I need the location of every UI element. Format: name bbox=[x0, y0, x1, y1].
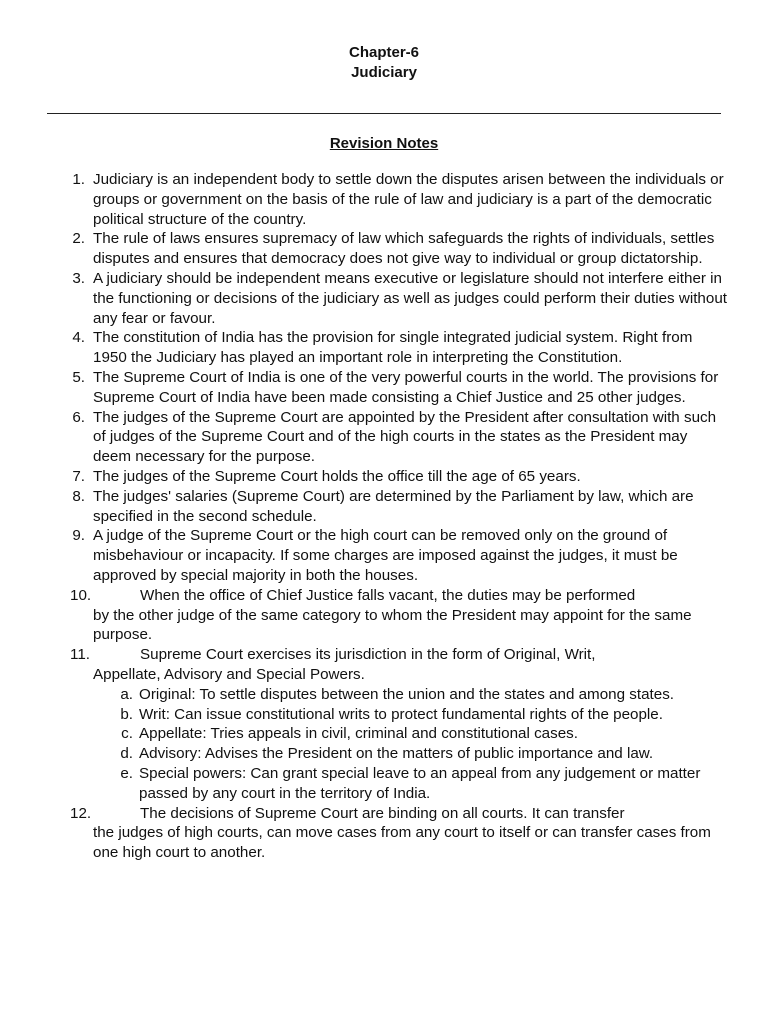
note-text: Judiciary is an independent body to settle down the disputes arisen between the individuals or groups or government on the basis of the rule of law and judiciary is a part of the democratic political structure of the country. bbox=[93, 171, 724, 228]
sub-note-letter: e. bbox=[120, 764, 133, 782]
sub-note-item bbox=[0, 744, 768, 764]
chapter-header bbox=[0, 43, 768, 83]
note-item bbox=[0, 328, 768, 368]
sub-note-item bbox=[0, 685, 768, 705]
sub-note-text: Advisory: Advises the President on the matters of public importance and law. bbox=[139, 745, 654, 763]
note-number: 11. bbox=[70, 646, 90, 664]
sub-note-text: Writ: Can issue constitutional writs to protect fundamental rights of the people. bbox=[139, 705, 663, 723]
sub-note-letter: d. bbox=[120, 745, 133, 763]
header-divider bbox=[47, 113, 721, 114]
note-text: The Supreme Court of India is one of the very powerful courts in the world. The provisions for Supreme Court of India have been made consisting a Chief Justice and 25 other judges. bbox=[93, 368, 719, 406]
note-number: 2. bbox=[72, 230, 85, 248]
note-text: Appellate, Advisory and Special Powers. bbox=[93, 665, 365, 683]
chapter-number: Chapter-6 bbox=[348, 44, 419, 61]
sub-note-text: Original: To settle disputes between the union and the states and among states. bbox=[139, 685, 675, 703]
note-number: 4. bbox=[72, 329, 85, 347]
note-item bbox=[0, 645, 768, 685]
note-item bbox=[0, 368, 768, 408]
note-text: The judges of the Supreme Court holds the office till the age of 65 years. bbox=[93, 467, 581, 485]
note-text-first-line: Supreme Court exercises its jurisdiction in the form of Original, Writ, bbox=[140, 646, 596, 664]
note-item bbox=[0, 408, 768, 467]
note-text: The judges of the Supreme Court are appointed by the President after consultation with such of judges of the Supreme Court and of the high courts in the states as the President may deem necessary for the purpose. bbox=[93, 408, 717, 466]
note-number: 3. bbox=[72, 269, 85, 287]
sub-note-item bbox=[0, 705, 768, 725]
sub-note-text: Special powers: Can grant special leave to an appeal from any judgement or matter passed by any court in the territory of India. bbox=[139, 764, 701, 802]
note-text-first-line: The decisions of Supreme Court are binding on all courts. It can transfer bbox=[140, 804, 625, 822]
revision-notes-list bbox=[0, 170, 768, 863]
note-number: 8. bbox=[72, 487, 85, 505]
note-text: by the other judge of the same category to whom the President may appoint for the same purpose. bbox=[93, 606, 692, 644]
note-item bbox=[0, 586, 768, 645]
sub-note-item bbox=[0, 724, 768, 744]
sub-note-text: Appellate: Tries appeals in civil, criminal and constitutional cases. bbox=[139, 725, 578, 743]
note-number: 6. bbox=[72, 408, 85, 426]
note-number: 5. bbox=[72, 368, 85, 386]
note-number: 9. bbox=[72, 527, 85, 545]
note-text: A judiciary should be independent means executive or legislature should not interfere either in the functioning or decisions of the judiciary as well as judges could perform their duties without any fear or favour. bbox=[93, 269, 727, 327]
note-item bbox=[0, 229, 768, 269]
note-number: 10. bbox=[70, 586, 92, 604]
note-text-first-line: When the office of Chief Justice falls vacant, the duties may be performed bbox=[140, 586, 636, 604]
sub-note-letter: b. bbox=[120, 705, 133, 723]
note-text: A judge of the Supreme Court or the high court can be removed only on the ground of misbehaviour or incapacity. If some charges are imposed against the judges, it must be approved by special majority in both the houses. bbox=[93, 527, 678, 584]
section-title: Revision Notes bbox=[329, 135, 439, 152]
note-item bbox=[0, 487, 768, 527]
note-item bbox=[0, 170, 768, 229]
note-item bbox=[0, 269, 768, 328]
note-text: The rule of laws ensures supremacy of law which safeguards the rights of individuals, settles disputes and ensures that democracy does not give way to individual or group dictatorship. bbox=[93, 230, 715, 268]
chapter-title: Judiciary bbox=[351, 64, 417, 81]
note-text: The constitution of India has the provision for single integrated judicial system. Right from 1950 the Judiciary has played an important role in interpreting the Constitution. bbox=[93, 329, 693, 367]
sub-note-letter: c. bbox=[121, 725, 133, 743]
note-number: 12. bbox=[70, 804, 92, 822]
note-item bbox=[0, 804, 768, 863]
note-number: 7. bbox=[72, 467, 85, 485]
note-text: The judges' salaries (Supreme Court) are determined by the Parliament by law, which are specified in the second schedule. bbox=[93, 487, 694, 525]
note-number: 1. bbox=[72, 171, 85, 188]
sub-note-letter: a. bbox=[120, 685, 133, 703]
note-item bbox=[0, 526, 768, 585]
sub-note-item bbox=[0, 764, 768, 804]
note-item bbox=[0, 467, 768, 487]
note-text: the judges of high courts, can move cases from any court to itself or can transfer cases from one high court to another. bbox=[93, 824, 711, 862]
